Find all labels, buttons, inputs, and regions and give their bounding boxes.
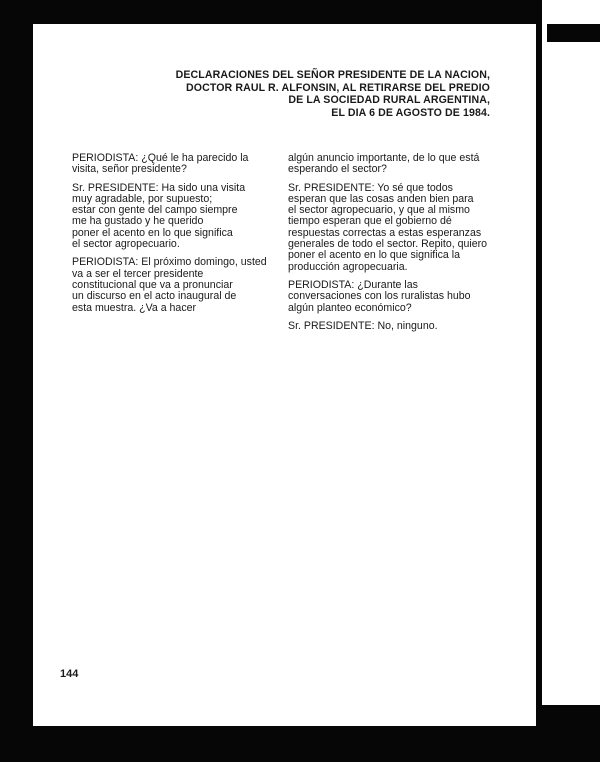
heading-line: DOCTOR RAUL R. ALFONSIN, AL RETIRARSE DEL PREDIO <box>186 81 490 94</box>
document-heading <box>160 69 490 119</box>
text-line: el sector agropecuario, y que al mismo <box>288 204 470 217</box>
text-line: tiempo esperan que el gobierno dé <box>288 215 452 228</box>
text-line: PERIODISTA: El próximo domingo, usted <box>72 256 267 269</box>
text-line: va a ser el tercer presidente <box>72 267 204 280</box>
interview-question <box>72 257 272 313</box>
text-line: constitucional que va a pronunciar <box>72 278 233 291</box>
text-line: estar con gente del campo siempre <box>72 204 238 217</box>
page-number: 144 <box>60 668 79 680</box>
text-line: generales de todo el sector. Repito, quiero <box>288 238 488 251</box>
interview-answer <box>288 183 498 273</box>
interview-question <box>72 153 272 176</box>
interview-question-continued <box>288 153 498 176</box>
scan-border-corner <box>547 24 600 42</box>
text-line: Sr. PRESIDENTE: Yo sé que todos <box>288 181 453 194</box>
text-line: Sr. PRESIDENTE: Ha sido una visita <box>72 181 246 194</box>
text-line: esperando el sector? <box>288 163 387 176</box>
text-line: esta muestra. ¿Va a hacer <box>72 301 197 314</box>
text-line: respuestas correctas a estas esperanzas <box>288 226 482 239</box>
text-line: poner el acento en lo que significa <box>72 226 233 239</box>
heading-line: DE LA SOCIEDAD RURAL ARGENTINA, <box>288 94 490 106</box>
scan-border-bottom <box>0 726 600 762</box>
scan-border-top <box>0 0 600 24</box>
text-line: algún planteo económico? <box>288 301 412 314</box>
scan-margin-right <box>542 0 600 726</box>
text-line: PERIODISTA: ¿Qué le ha parecido la <box>72 152 249 164</box>
right-column <box>288 153 498 339</box>
interview-question <box>288 280 498 314</box>
scan-border-corner-bottom <box>536 705 600 726</box>
text-line: me ha gustado y he querido <box>72 215 204 228</box>
scan-border-right <box>536 0 542 726</box>
text-line: el sector agropecuario. <box>72 238 180 251</box>
left-column <box>72 153 272 321</box>
text-line: PERIODISTA: ¿Durante las <box>288 278 418 291</box>
scan-border-left <box>0 0 33 762</box>
interview-answer <box>288 321 498 332</box>
text-line: producción agropecuaria. <box>288 260 408 273</box>
text-line: visita, señor presidente? <box>72 163 187 176</box>
heading-line: EL DIA 6 DE AGOSTO DE 1984. <box>331 106 490 119</box>
text-line: un discurso en el acto inaugural de <box>72 290 237 303</box>
text-line: algún anuncio importante, de lo que está <box>288 152 480 164</box>
interview-answer <box>72 183 272 251</box>
heading-line: DECLARACIONES DEL SEÑOR PRESIDENTE DE LA NACION, <box>175 69 490 81</box>
text-line: Sr. PRESIDENTE: No, ninguno. <box>288 319 438 332</box>
text-line: muy agradable, por supuesto; <box>72 192 213 205</box>
text-line: esperan que las cosas anden bien para <box>288 192 474 205</box>
text-line: poner el acento en lo que significa la <box>288 249 460 262</box>
text-line: conversaciones con los ruralistas hubo <box>288 290 471 303</box>
